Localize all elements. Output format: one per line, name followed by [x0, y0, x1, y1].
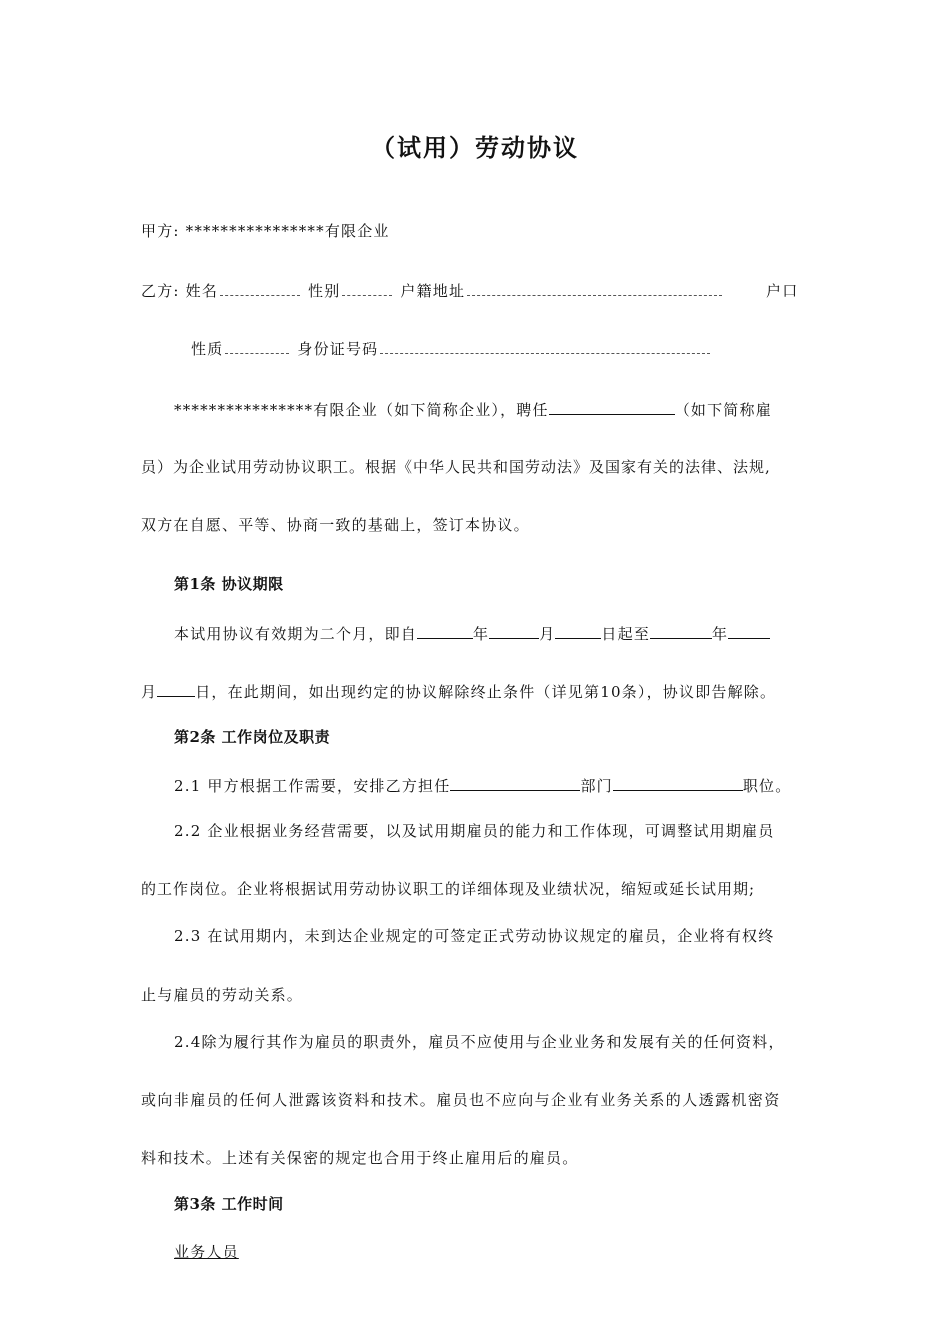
- name-blank[interactable]: [220, 281, 300, 296]
- term-text: 本试用协议有效期为二个月，即自: [174, 625, 418, 643]
- document-title: （试用）劳动协议: [371, 133, 579, 162]
- assign-text: 2.1 甲方根据工作需要，安排乙方担任: [174, 777, 451, 795]
- party-a-line: [141, 221, 390, 241]
- article-2-p2-line-2: 的工作岗位。企业将根据试用劳动协议职工的详细体现及业绩状况，缩短或延长试用期;: [141, 880, 756, 898]
- position-blank[interactable]: [613, 774, 743, 791]
- article-1-line-1: [174, 622, 770, 644]
- start-year-blank[interactable]: [417, 622, 473, 639]
- party-a-label: 甲方:: [141, 222, 180, 240]
- article-2-p3-line-2: 止与雇员的劳动关系。: [141, 986, 304, 1004]
- name-label: 姓名: [185, 282, 219, 300]
- article-2-p3-line-1: 2.3 在试用期内，未到达企业规定的可签定正式劳动协议规定的雇员，企业将有权终: [174, 927, 775, 945]
- article-1-text-2: 日，在此期间，如出现约定的协议解除终止条件（详见第10条），协议即告解除。: [195, 683, 777, 701]
- day-to-label: 日起至: [601, 625, 651, 643]
- department-label: 部门: [580, 777, 613, 795]
- end-year-blank[interactable]: [650, 622, 712, 639]
- month-label-2: 月: [141, 683, 158, 701]
- article-1-heading: 第1条 协议期限: [174, 575, 284, 593]
- article-2-p4-line-2: 或向非雇员的任何人泄露该资料和技术。雇员也不应向与企业有业务关系的人透露机密资: [141, 1091, 781, 1109]
- party-b-label: 乙方:: [141, 282, 180, 300]
- intro-text-b: （如下简称雇: [674, 401, 772, 419]
- party-a-value: ****************有限企业: [185, 222, 390, 240]
- article-2-p2-line-1: 2.2 企业根据业务经营需要，以及试用期雇员的能力和工作体现，可调整试用期雇员: [174, 822, 775, 840]
- nature-label: 性质: [191, 340, 224, 358]
- hukou-label: 户口: [766, 282, 799, 300]
- intro-line-1: [174, 398, 772, 420]
- gender-label: 性别: [308, 282, 341, 300]
- party-b-line-1: [141, 281, 724, 301]
- end-month-blank-a[interactable]: [728, 622, 770, 639]
- department-blank[interactable]: [450, 774, 580, 791]
- article-3-subheading: 业务人员: [174, 1243, 239, 1261]
- year-label-2: 年: [712, 625, 729, 643]
- intro-text-a: ****************有限企业（如下简称企业），聘任: [174, 401, 549, 419]
- address-blank[interactable]: [467, 281, 722, 296]
- party-b-line-2: [191, 339, 712, 359]
- article-2-p4-line-1: 2.4除为履行其作为雇员的职责外，雇员不应使用与企业业务和发展有关的任何资料，: [174, 1033, 785, 1051]
- start-month-blank[interactable]: [489, 622, 539, 639]
- gender-blank[interactable]: [342, 281, 392, 296]
- nature-blank[interactable]: [225, 339, 289, 354]
- start-day-blank[interactable]: [555, 622, 601, 639]
- address-label: 户籍地址: [400, 282, 466, 300]
- year-label: 年: [473, 625, 490, 643]
- article-2-p4-line-3: 料和技术。上述有关保密的规定也合用于终止雇用后的雇员。: [141, 1149, 579, 1167]
- article-3-heading: 第3条 工作时间: [174, 1195, 284, 1213]
- position-label: 职位。: [742, 777, 792, 795]
- id-number-label: 身份证号码: [297, 340, 379, 358]
- article-1-line-2: [141, 680, 776, 702]
- id-number-blank[interactable]: [380, 339, 710, 354]
- intro-line-2: 员）为企业试用劳动协议职工。根据《中华人民共和国劳动法》及国家有关的法律、法规,: [141, 458, 771, 476]
- month-label: 月: [539, 625, 556, 643]
- article-2-heading: 第2条 工作岗位及职责: [174, 728, 331, 746]
- end-day-blank[interactable]: [157, 680, 195, 697]
- article-2-p1: [174, 774, 791, 796]
- employee-blank[interactable]: [549, 398, 675, 415]
- intro-line-3: 双方在自愿、平等、协商一致的基础上，签订本协议。: [141, 516, 530, 534]
